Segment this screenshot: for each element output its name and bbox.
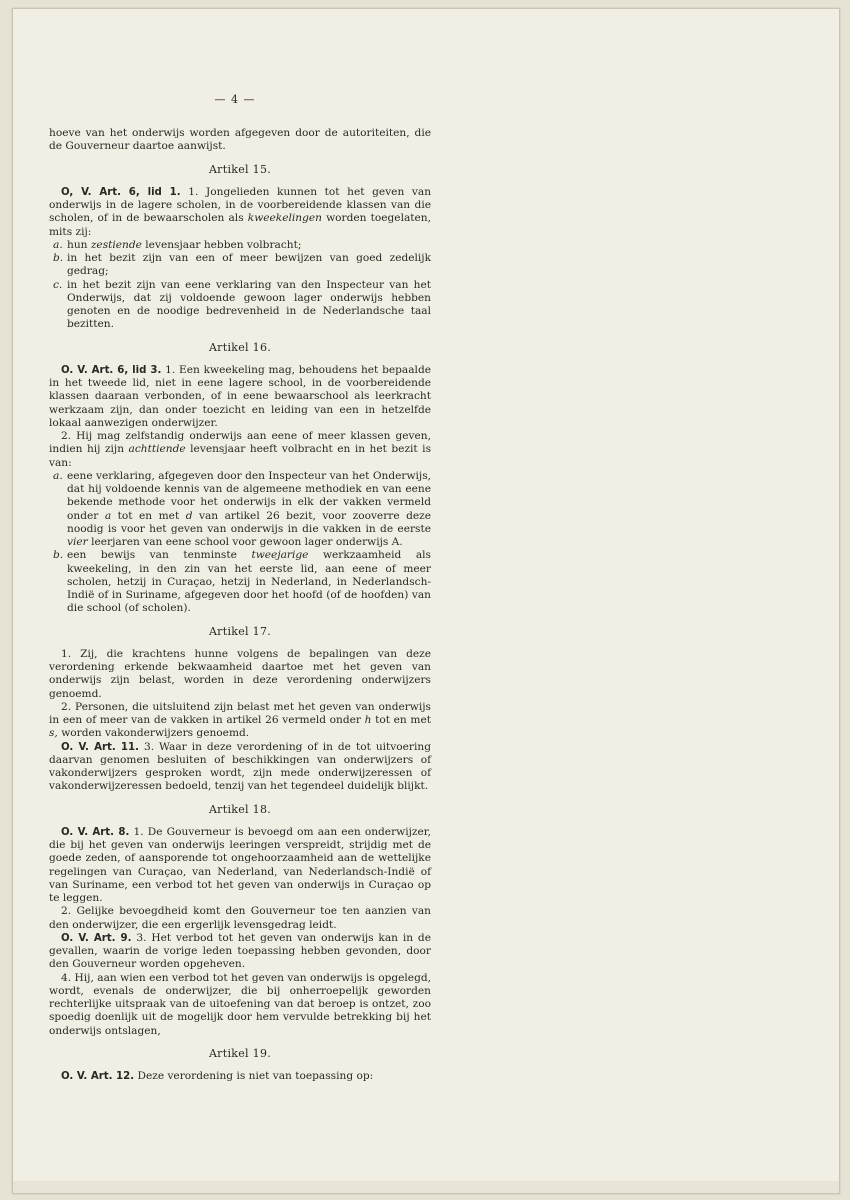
article-17-heading: Artikel 17. bbox=[208, 624, 272, 638]
article-15-item-c: c. in het bezit zijn van eene verklaring van den Inspecteur van het Onderwijs, dat zij voldoende gewoon lager onderwijs hebben genoten en de noodige bedrevenheid in de Nederlandsche taal bezitten. bbox=[53, 278, 431, 331]
article-18-paragraph-4: 4. Hij, aan wien een verbod tot het geven van onderwijs is opgelegd, wordt, evenals de onderwijzer, die bij onherroepelijk geworden rechterlijke uitspraak van de uitoefening van dat beroep is ontzet, zoo spoedig doenlijk uit de mogelijk door hem vervulde betrekking bij het onderwijs ontslagen, bbox=[49, 971, 431, 1037]
article-15-item-a: a. hun zestiende levensjaar hebben volbracht; bbox=[53, 238, 302, 251]
article-16-reference: O. V. Art. 6, lid 3. bbox=[61, 364, 162, 376]
article-18-heading: Artikel 18. bbox=[208, 802, 272, 816]
article-17-paragraph-1: 1. Zij, die krachtens hunne volgens de bepalingen van deze verordening erkende bekwaamheid daartoe met het geven van onderwijs zijn belast, worden in deze verordening onderwijzers genoemd. bbox=[49, 647, 431, 700]
article-18-paragraph-2: 2. Gelijke bevoegdheid komt den Gouverneur toe ten aanzien van den onderwijzer, die een ergerlijk levensgedrag leidt. bbox=[49, 905, 431, 931]
article-18-paragraph-3: O. V. Art. 9. 3. Het verbod tot het geven van onderwijs kan in de gevallen, waarin de vorige leden toepassing hebben gevonden, door den Gouverneur worden opgeheven. bbox=[49, 931, 431, 971]
article-19-heading: Artikel 19. bbox=[208, 1046, 272, 1060]
article-19-reference: O. V. Art. 12. bbox=[61, 1071, 135, 1082]
article-15-reference: O, V. Art. 6, lid 1. bbox=[61, 186, 181, 198]
article-19-paragraph-1: O. V. Art. 12. Deze verordening is niet van toepassing op: bbox=[61, 1070, 374, 1082]
article-17-reference: O. V. Art. 11. bbox=[61, 741, 139, 753]
article-18-paragraph-1: O. V. Art. 8. 1. De Gouverneur is bevoegd om aan een onderwijzer, die bij het geven van onderwijs leeringen verspreidt, strijdig met de goede zeden, of aansporende tot ongehoorzaamheid aan de wettelijke regelingen van Curaçao, van Nederland, van Nederlandsch-Indië of van Suriname, een verbod tot het geven van onderwijs in Curaçao op te leggen. bbox=[49, 825, 431, 904]
document-body bbox=[49, 127, 431, 1083]
article-16-paragraph-2: 2. Hij mag zelfstandig onderwijs aan eene of meer klassen geven, indien hij zijn achttiende levensjaar heeft volbracht en in het bezit is van: bbox=[49, 430, 432, 469]
article-16-heading: Artikel 16. bbox=[208, 340, 272, 354]
article-17-paragraph-2: 2. Personen, die uitsluitend zijn belast met het geven van onderwijs in een of meer van de vakken in artikel 26 vermeld onder h tot en met s, worden vakonderwijzers genoemd. bbox=[49, 700, 431, 740]
article-16-paragraph-1: O. V. Art. 6, lid 3. 1. Een kweekeling mag, behoudens het bepaalde in het tweede lid, niet in eene lagere school, in de voorbereidende klassen daaraan verbonden, of in eene bewaarschool als leerkracht werkzaam zijn, dan onder toezicht en leiding van een in hetzelfde lokaal aanwezigen onderwijzer. bbox=[49, 363, 431, 429]
page-number: — 4 — bbox=[214, 93, 256, 106]
document-page bbox=[12, 8, 840, 1194]
article-16-item-a: a. eene verklaring, afgegeven door den Inspecteur van het Onderwijs, dat hij voldoende kennis van de algemeene methodiek en van eene bekende methode voor het onderwijs in elk der vakken vermeld onder a tot en met d van artikel 26 bezit, voor zooverre deze noodig is voor het geven van onderwijs in die vakken in de eerste vier leerjaren van eene school voor gewoon lager onderwijs A. bbox=[53, 469, 431, 548]
article-15-item-b: b. in het bezit zijn van een of meer bewijzen van goed zedelijk gedrag; bbox=[53, 252, 431, 278]
article-16-item-b: b. een bewijs van tenminste tweejarige werkzaamheid als kweekeling, in den zin van het eerste lid, aan eene of meer scholen, hetzij in Curaçao, hetzij in Nederland, in Nederlandsch-Indië of in Suriname, afgegeven door het hoofd (of de hoofden) van die school (of scholen). bbox=[53, 549, 431, 615]
article-18-reference-1: O. V. Art. 8. bbox=[61, 826, 130, 838]
intro-paragraph: hoeve van het onderwijs worden afgegeven door de autoriteiten, die de Gouverneur daartoe aanwijst. bbox=[49, 127, 431, 153]
article-15-heading: Artikel 15. bbox=[208, 162, 272, 176]
article-15-paragraph-1: O, V. Art. 6, lid 1. 1. Jongelieden kunnen tot het geven van onderwijs in de lagere scholen, in de voorbereidende klassen van die scholen, of in de bewaarscholen als kweekelingen worden toegelaten, mits zij: bbox=[49, 185, 432, 238]
article-18-reference-2: O. V. Art. 9. bbox=[61, 932, 132, 944]
article-17-paragraph-3: O. V. Art. 11. 3. Waar in deze verordening of in de tot uitvoering daarvan genomen besluiten of beschikkingen van onderwijzers of vakonderwijzers gesproken wordt, zijn mede onderwijzeressen of vakonderwijzeressen bedoeld, tenzij van het tegendeel duidelijk blijkt. bbox=[49, 740, 431, 793]
